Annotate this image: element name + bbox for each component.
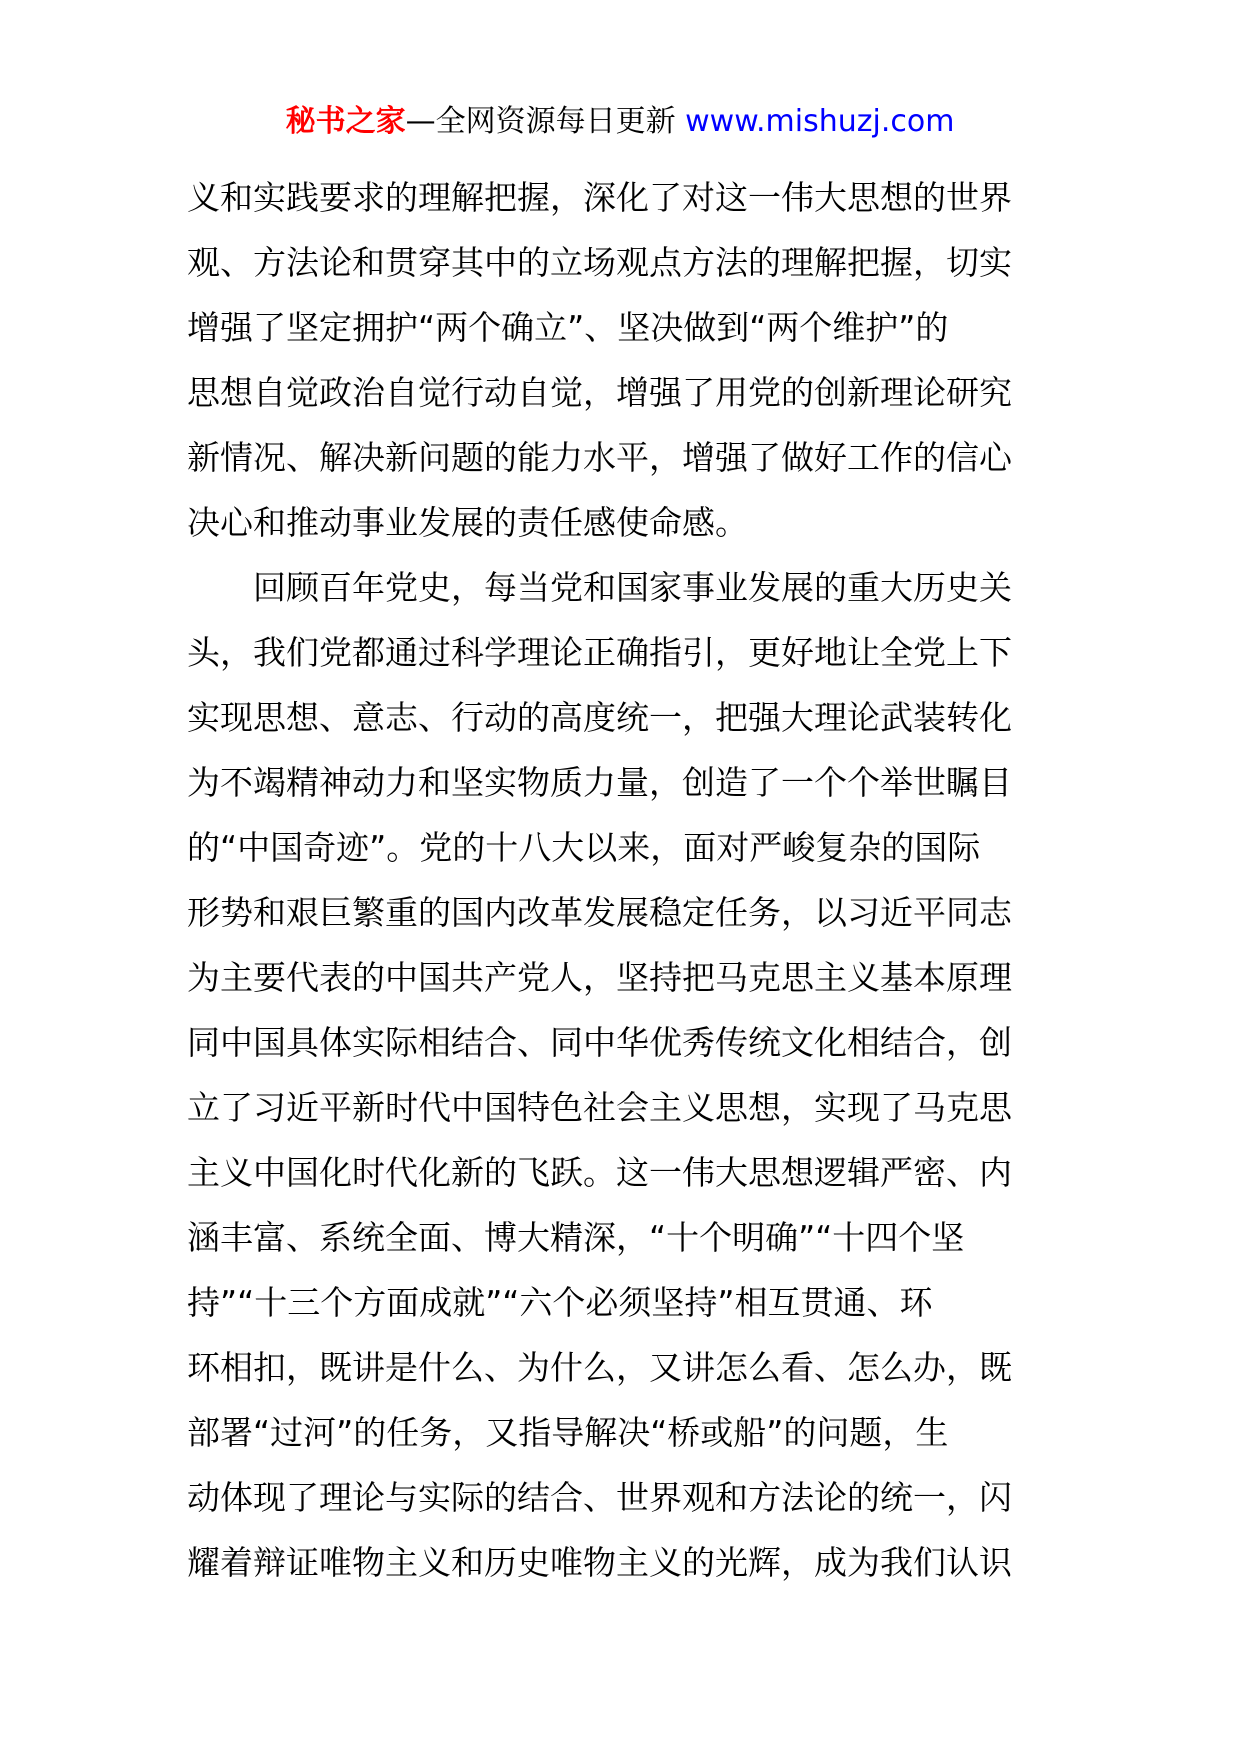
text-line: 形势和艰巨繁重的国内改革发展稳定任务，以习近平同志	[187, 893, 1012, 932]
site-slogan: —全网资源每日更新	[405, 104, 676, 139]
text-line: 增强了坚定拥护“两个确立”、坚决做到“两个维护”的	[187, 308, 949, 347]
site-brand: 秘书之家	[285, 104, 406, 139]
text-line: 义和实践要求的理解把握，深化了对这一伟大思想的世界	[187, 178, 1012, 217]
text-line: 立了习近平新时代中国特色社会主义思想，实现了马克思	[187, 1088, 1012, 1127]
text-line: 环相扣，既讲是什么、为什么，又讲怎么看、怎么办，既	[187, 1348, 1012, 1387]
text-line: 新情况、解决新问题的能力水平，增强了做好工作的信心	[187, 438, 1012, 477]
document-body	[187, 165, 1053, 1595]
text-line: 为不竭精神动力和坚实物质力量，创造了一个个举世瞩目	[187, 763, 1012, 802]
text-line: 观、方法论和贯穿其中的立场观点方法的理解把握，切实	[187, 243, 1012, 282]
text-line: 决心和推动事业发展的责任感使命感。	[187, 503, 748, 542]
text-line: 思想自觉政治自觉行动自觉，增强了用党的创新理论研究	[187, 373, 1012, 412]
text-line: 回顾百年党史，每当党和国家事业发展的重大历史关	[187, 568, 1012, 607]
text-line: 持”“十三个方面成就”“六个必须坚持”相互贯通、环	[187, 1283, 933, 1322]
text-line: 涵丰富、系统全面、博大精深，“十个明确”“十四个坚	[187, 1218, 965, 1257]
text-line: 主义中国化时代化新的飞跃。这一伟大思想逻辑严密、内	[187, 1153, 1012, 1192]
text-line: 的“中国奇迹”。党的十八大以来，面对严峻复杂的国际	[187, 828, 981, 867]
text-line: 部署“过河”的任务，又指导解决“桥或船”的问题，生	[187, 1413, 949, 1452]
text-line: 同中国具体实际相结合、同中华优秀传统文化相结合，创	[187, 1023, 1012, 1062]
text-line: 为主要代表的中国共产党人，坚持把马克思主义基本原理	[187, 958, 1012, 997]
text-line: 动体现了理论与实际的结合、世界观和方法论的统一，闪	[187, 1478, 1012, 1517]
site-url-link[interactable]: www.mishuzj.com	[685, 104, 955, 139]
text-line: 耀着辩证唯物主义和历史唯物主义的光辉，成为我们认识	[187, 1543, 1012, 1582]
site-header	[0, 100, 1240, 144]
text-line: 头，我们党都通过科学理论正确指引，更好地让全党上下	[187, 633, 1012, 672]
text-line: 实现思想、意志、行动的高度统一，把强大理论武装转化	[187, 698, 1012, 737]
